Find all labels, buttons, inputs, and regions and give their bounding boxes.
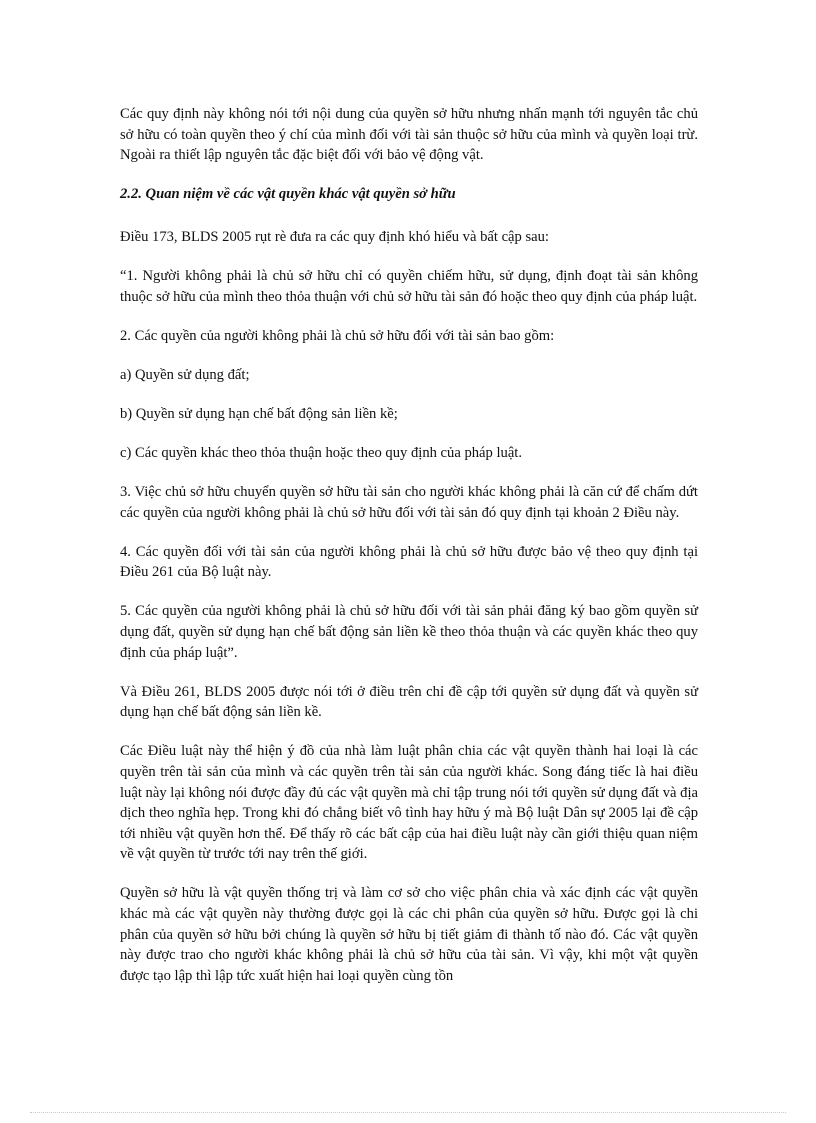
document-page	[120, 104, 698, 986]
paragraph-clause-5: 5. Các quyền của người không phải là chủ sở hữu đối với tài sản phải đăng ký bao gồm quyền sử dụng đất, quyền sử dụng hạn chế bất động sản liền kề theo thỏa thuận và các quyền khác theo quy định của pháp luật”.	[120, 603, 698, 661]
paragraph-item-a: a) Quyền sử dụng đất;	[120, 366, 250, 383]
paragraph-clause-1: “1. Người không phải là chủ sở hữu chỉ có quyền chiếm hữu, sử dụng, định đoạt tài sản không thuộc sở hữu của mình theo thỏa thuận với chủ sở hữu tài sản đó hoặc theo quy định của pháp luật.	[120, 267, 698, 305]
paragraph-clause-4: 4. Các quyền đối với tài sản của người không phải là chủ sở hữu được bảo vệ theo quy định tại Điều 261 của Bộ luật này.	[120, 543, 698, 581]
section-heading: 2.2. Quan niệm về các vật quyền khác vật quyền sở hữu	[120, 186, 456, 203]
paragraph-clause-2: 2. Các quyền của người không phải là chủ sở hữu đối với tài sản bao gồm:	[120, 327, 555, 344]
paragraph-ownership: Quyền sở hữu là vật quyền thống trị và làm cơ sở cho việc phân chia và xác định các vật quyền khác mà các vật quyền này thường được gọi là các chi phân của quyền sở hữu. Được gọi là chi phân của quyền sở hữu bởi chúng là quyền sở hữu bị tiết giảm đi thành tố nào đó. Các vật quyền này được trao cho người khác không phải là chủ sở hữu của tài sản. Vì vậy, khi một vật quyền được tạo lập thì lập tức xuất hiện hai loại quyền cùng tồn	[120, 885, 698, 984]
paragraph-clause-3: 3. Việc chủ sở hữu chuyển quyền sở hữu tài sản cho người khác không phải là căn cứ để chấm dứt các quyền của người không phải là chủ sở hữu đối với tài sản đó quy định tại khoản 2 Điều này.	[120, 484, 698, 521]
paragraph-article-173: Điều 173, BLDS 2005 rụt rè đưa ra các quy định khó hiểu và bất cập sau:	[120, 228, 549, 245]
paragraph-item-b: b) Quyền sử dụng hạn chế bất động sản liền kề;	[120, 405, 398, 422]
paragraph-article-261: Và Điều 261, BLDS 2005 được nói tới ở điều trên chỉ đề cập tới quyền sử dụng đất và quyền sử dụng hạn chế bất động sản liền kề.	[120, 683, 698, 721]
paragraph-item-c: c) Các quyền khác theo thỏa thuận hoặc theo quy định của pháp luật.	[120, 444, 523, 461]
page-footer-divider	[30, 1112, 786, 1113]
paragraph-intro: Các quy định này không nói tới nội dung của quyền sở hữu nhưng nhấn mạnh tới nguyên tắc chủ sở hữu có toàn quyền theo ý chí của mình đối với tài sản thuộc sở hữu của mình và quyền loại trừ. Ngoài ra thiết lập nguyên tắc đặc biệt đối với bảo vệ động vật.	[120, 106, 698, 164]
paragraph-analysis: Các Điều luật này thể hiện ý đồ của nhà làm luật phân chia các vật quyền thành hai loại là các quyền trên tài sản của mình và các quyền trên tài sản của người khác. Song đáng tiếc là hai điều luật này lại không nói được đầy đủ các vật quyền mà chỉ tập trung nói tới quyền sử dụng đất và địa dịch theo nghĩa hẹp. Trong khi đó chẳng biết vô tình hay hữu ý mà Bộ luật Dân sự 2005 lại đề cập tới nhiều vật quyền hơn thế. Để thấy rõ các bất cập của hai điều luật này cần giới thiệu quan niệm về vật quyền từ trước tới nay trên thế giới.	[120, 743, 698, 863]
